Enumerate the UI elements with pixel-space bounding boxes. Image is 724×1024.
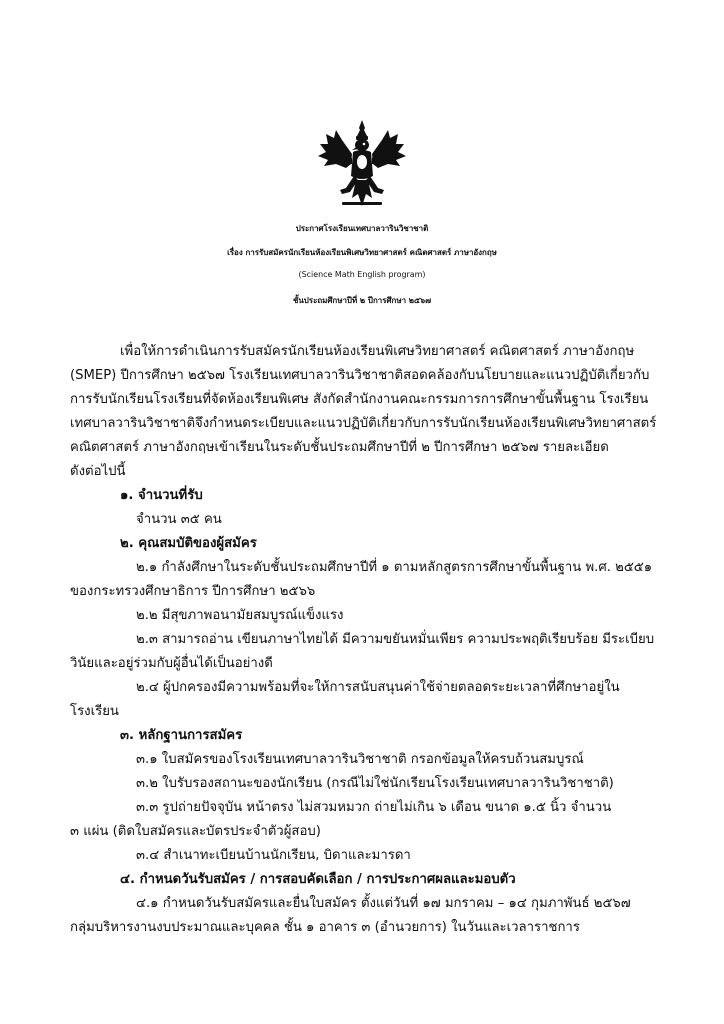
intro-line-3: การรับนักเรียนโรงเรียนที่จัดห้องเรียนพิเศษ สังกัดสำนักงานคณะกรรมการการศึกษาขั้นพื้นฐาน โรงเรียน [70,392,649,407]
section-3-item-3: ๓.๓ รูปถ่ายปัจจุบัน หน้าตรง ไม่สวมหมวก ถ่ายไม่เกิน ๖ เดือน ขนาด ๑.๕ นิ้ว จำนวน [136,800,612,815]
intro-line-2: (SMEP) ปีการศึกษา ๒๕๖๗ โรงเรียนเทศบาลวารินวิชาชาติสอดคล้องกับนโยบายและแนวปฏิบัติเกี่ยวกับ [70,368,650,383]
section-3-item-1: ๓.๑ ใบสมัครของโรงเรียนเทศบาลวารินวิชาชาติ กรอกข้อมูลให้ครบถ้วนสมบูรณ์ [136,752,584,767]
section-3-item-4: ๓.๔ สำเนาทะเบียนบ้านนักเรียน, บิดาและมารดา [136,848,411,863]
section-4-title: ๔. กำหนดวันรับสมัคร / การสอบคัดเลือก / การประกาศผลและมอบตัว [120,872,516,887]
section-2-title: ๒. คุณสมบัติของผู้สมัคร [120,536,257,551]
section-2-item-3: ๒.๓ สามารถอ่าน เขียนภาษาไทยได้ มีความขยันหมั่นเพียร ความประพฤติเรียบร้อย มีระเบียบ [136,632,655,647]
announcement-subject: เรื่อง การรับสมัครนักเรียนห้องเรียนพิเศษวิทยาศาสตร์ คณิตศาสตร์ ภาษาอังกฤษ [227,248,497,257]
section-3-item-3-cont: ๓ แผ่น (ติดใบสมัครและบัตรประจำตัวผู้สอบ) [70,824,321,839]
announcement-title: ประกาศโรงเรียนเทศบาลวารินวิชาชาติ [295,224,429,233]
section-4-item-1: ๔.๑ กำหนดวันรับสมัครและยื่นใบสมัคร ตั้งแต่วันที่ ๑๗ มกราคม – ๑๔ กุมภาพันธ์ ๒๕๖๗ [136,896,631,911]
intro-line-6: ดังต่อไปนี้ [70,464,126,479]
section-2-item-1: ๒.๑ กำลังศึกษาในระดับชั้นประถมศึกษาปีที่ ๑ ตามหลักสูตรการศึกษาขั้นพื้นฐาน พ.ศ. ๒๕๕๑ [136,560,653,575]
program-name: (Science Math English program) [298,270,426,279]
garuda-emblem-icon [312,118,412,210]
intro-line-4: เทศบาลวารินวิชาชาติจึงกำหนดระเบียบและแนวปฏิบัติเกี่ยวกับการรับนักเรียนห้องเรียนพิเศษวิทยาศาสตร์ [70,416,657,431]
section-3-title: ๓. หลักฐานการสมัคร [120,728,243,743]
section-1-text: จำนวน ๓๕ คน [136,512,222,527]
section-2-item-3-cont: วินัยและอยู่ร่วมกับผู้อื่นได้เป็นอย่างดี [70,656,273,671]
intro-line-1: เพื่อให้การดำเนินการรับสมัครนักเรียนห้องเรียนพิเศษวิทยาศาสตร์ คณิตศาสตร์ ภาษาอังกฤษ [120,344,635,359]
section-2-item-1-cont: ของกระทรวงศึกษาธิการ ปีการศึกษา ๒๕๖๖ [70,584,316,599]
section-1-title: ๑. จำนวนที่รับ [120,488,203,503]
section-4-item-1-cont: กลุ่มบริหารงานงบประมาณและบุคคล ชั้น ๑ อาคาร ๓ (อำนวยการ) ในวันและเวลาราชการ [70,920,580,935]
intro-line-5: คณิตศาสตร์ ภาษาอังกฤษเข้าเรียนในระดับชั้นประถมศึกษาปีที่ ๒ ปีการศึกษา ๒๕๖๗ รายละเอียด [70,440,609,455]
grade-year-line: ชั้นประถมศึกษาปีที่ ๒ ปีการศึกษา ๒๕๖๗ [292,296,432,305]
section-3-item-2: ๓.๒ ใบรับรองสถานะของนักเรียน (กรณีไม่ใช่นักเรียนโรงเรียนเทศบาลวารินวิชาชาติ) [136,776,614,791]
section-2-item-4: ๒.๔ ผู้ปกครองมีความพร้อมที่จะให้การสนับสนุนค่าใช้จ่ายตลอดระยะเวลาที่ศึกษาอยู่ใน [136,680,620,695]
section-2-item-2: ๒.๒ มีสุขภาพอนามัยสมบูรณ์แข็งแรง [136,608,344,623]
section-2-item-4-cont: โรงเรียน [70,704,119,719]
